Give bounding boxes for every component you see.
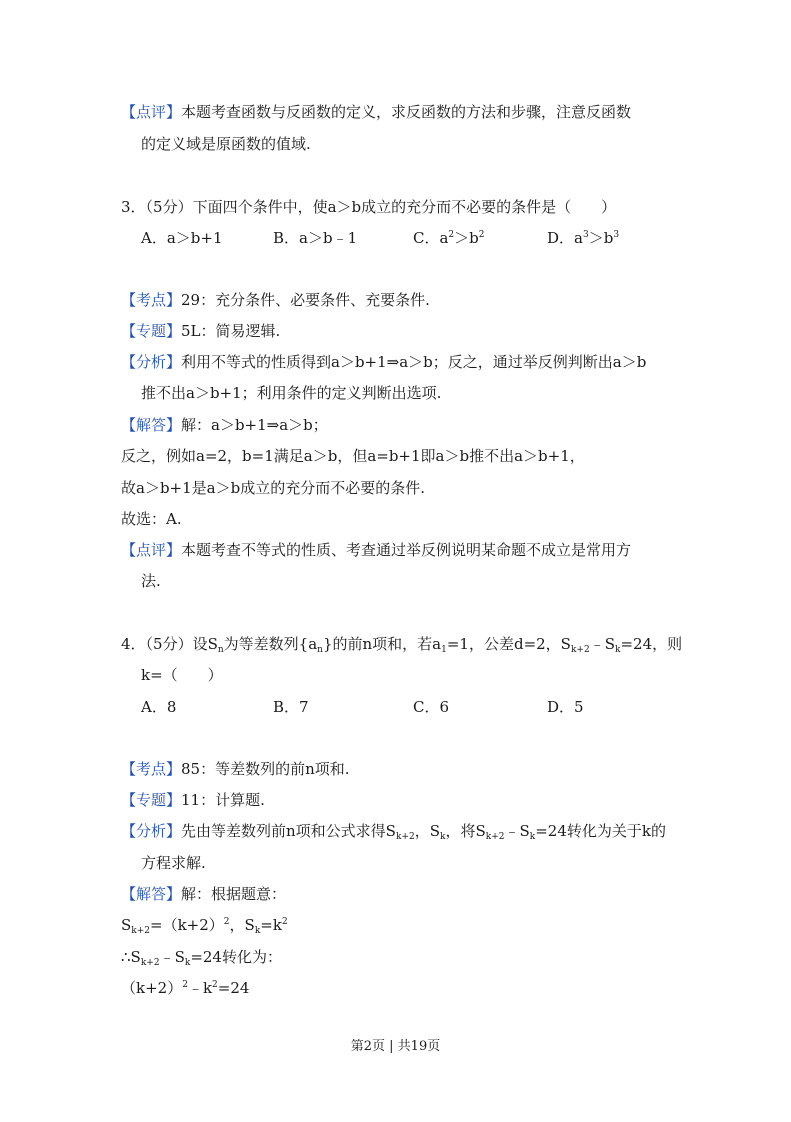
q4-answer-line1: 【解答】解：根据题意： [121, 885, 287, 903]
q3-option-b: B．a＞b﹣1 [273, 229, 358, 247]
q3-point: 【考点】29：充分条件、必要条件、充要条件. [121, 291, 430, 309]
review-tag: 【点评】 [121, 541, 182, 559]
q4-option-b: B．7 [273, 698, 309, 716]
q4-option-c: C．6 [413, 698, 450, 716]
q4-answer-line3: $\therefore S_{k+2}﹣S_k=24$转化为： [121, 948, 282, 968]
q2-review-line2: 的定义域是原函数的值域. [141, 135, 311, 153]
q4-answer-line2: $S_{k+2}=(k+2)^2$，$S_k=k^2$ [121, 916, 288, 936]
answer-tag: 【解答】 [121, 885, 182, 903]
analysis-tag: 【分析】 [121, 822, 182, 840]
topic-tag: 【专题】 [121, 791, 182, 809]
page-footer: 第2页 | 共19页 [350, 1039, 441, 1054]
q3-analysis-line1: 【分析】利用不等式的性质得到a＞b+1⇒a＞b；反之，通过举反例判断出a＞b [121, 353, 647, 371]
q3-answer-line2: 反之，例如a=2，b=1满足a＞b，但a=b+1即a＞b推不出a＞b+1， [121, 447, 585, 465]
q2-review-line1: 【点评】本题考查函数与反函数的定义，求反函数的方法和步骤，注意反函数 [121, 103, 632, 121]
q3-answer-line1: 【解答】解：a＞b+1⇒a＞b； [121, 416, 328, 434]
answer-tag: 【解答】 [121, 416, 182, 434]
q4-stem-line1: 4．（5分）设$S_n$为等差数列$\{a_n\}$的前n项和，若$a_1=1$，公差d=2，$S_{k+2}﹣S_k=24$，则 [121, 635, 683, 655]
q3-option-d: D．$a^3>b^3$ [547, 229, 620, 247]
review-tag: 【点评】 [121, 103, 182, 121]
q3-analysis-line2: 推不出a＞b+1；利用条件的定义判断出选项. [141, 384, 442, 402]
q3-answer-line3: 故a＞b+1是a＞b成立的充分而不必要的条件. [121, 479, 425, 497]
q4-point: 【考点】85：等差数列的前n项和. [121, 760, 350, 778]
q4-analysis-line2: 方程求解. [141, 854, 206, 872]
topic-tag: 【专题】 [121, 322, 182, 340]
q4-topic: 【专题】11：计算题. [121, 791, 265, 809]
q3-option-c: C．$a^2>b^2$ [413, 229, 485, 247]
q3-answer-line4: 故选：A. [121, 510, 182, 528]
q4-option-d: D．5 [547, 698, 584, 716]
point-tag: 【考点】 [121, 760, 182, 778]
q3-review-line1: 【点评】本题考查不等式的性质、考查通过举反例说明某命题不成立是常用方 [121, 541, 632, 559]
q3-stem: 3．（5分）下面四个条件中，使a＞b成立的充分而不必要的条件是（ ） [121, 198, 617, 216]
q3-option-a: A．a＞b+1 [141, 229, 223, 247]
analysis-tag: 【分析】 [121, 353, 182, 371]
point-tag: 【考点】 [121, 291, 182, 309]
q4-stem-line2: k=（ ） [141, 666, 223, 684]
q4-answer-line4: $(k+2)^2﹣k^2=24$ [121, 979, 250, 997]
q3-review-line2: 法. [141, 572, 161, 590]
q4-analysis-line1: 【分析】先由等差数列前n项和公式求得$S_{k+2}$，$S_k$，将$S_{k+2}﹣S_k=24$转化为关于k的 [121, 822, 666, 842]
q4-option-a: A．8 [141, 698, 177, 716]
q3-topic: 【专题】5L：简易逻辑. [121, 322, 281, 340]
